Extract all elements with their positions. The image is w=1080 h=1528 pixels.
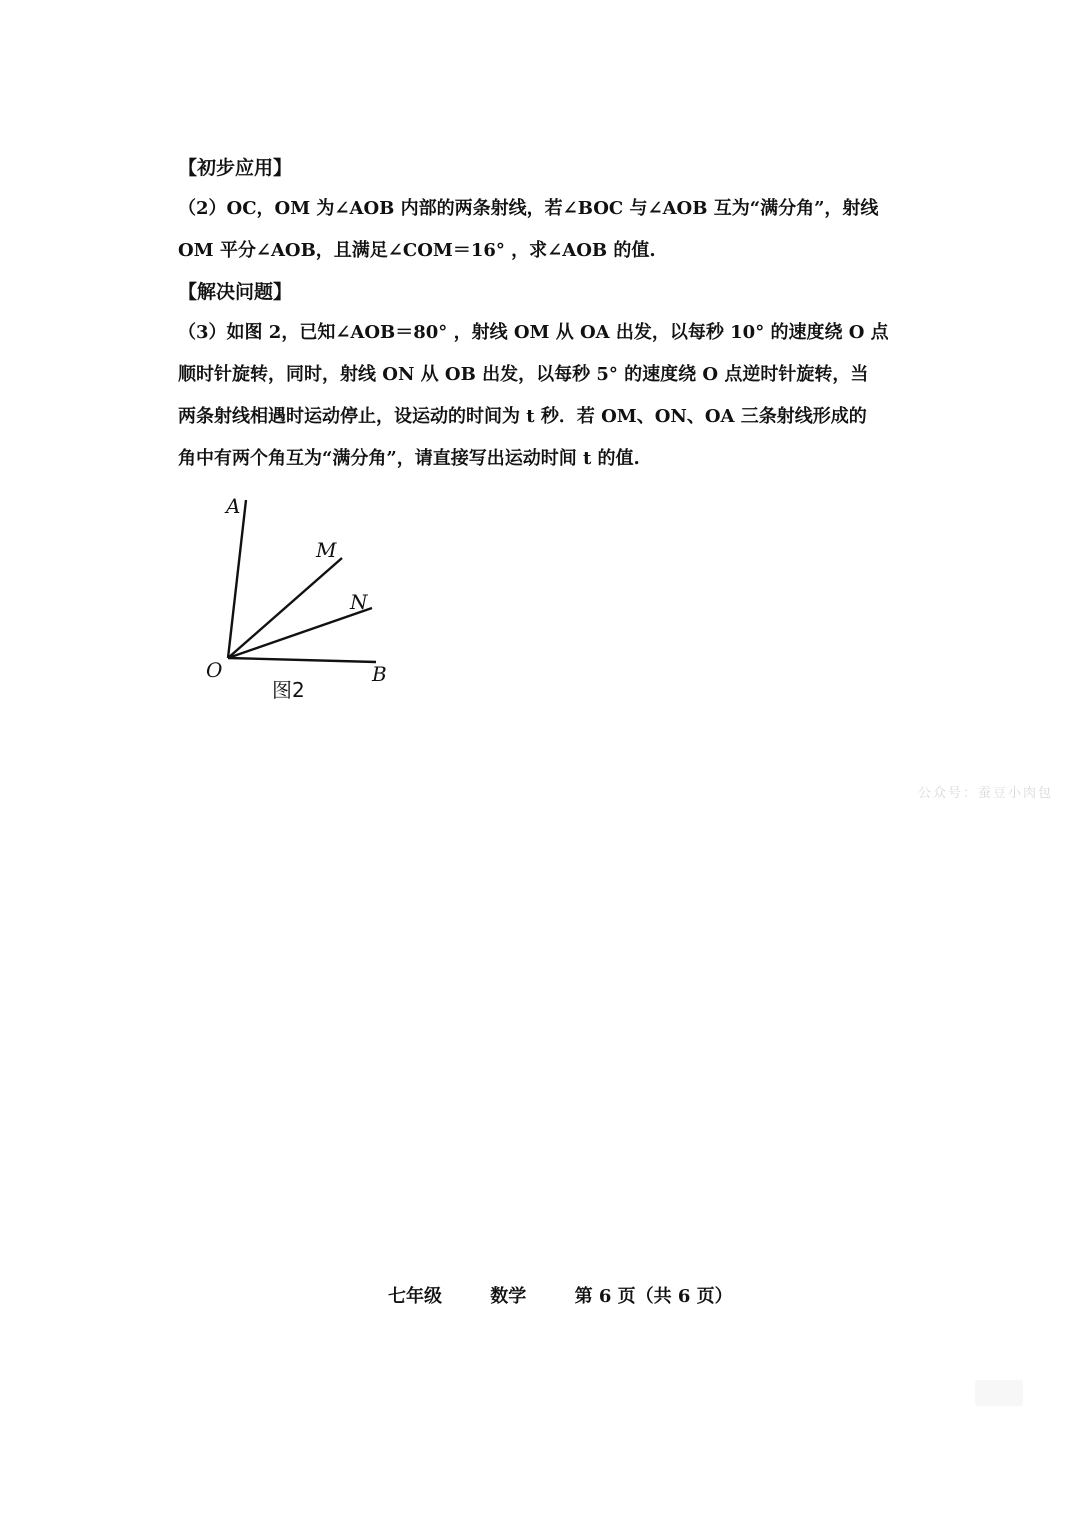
section-title-preliminary: 【初步应用】 (178, 157, 293, 179)
ray-oa (228, 500, 246, 658)
label-o: O (206, 658, 223, 682)
label-n: N (350, 590, 368, 614)
label-b: B (372, 662, 387, 686)
footer-grade: 七年级 (388, 1286, 442, 1307)
question-3-line-3: 两条射线相遇时运动停止，设运动的时间为 t 秒．若 OM、ON、OA 三条射线形成的 (178, 406, 867, 427)
label-a: A (226, 494, 241, 518)
question-3-line-1: （3）如图 2，已知∠AOB＝80° ，射线 OM 从 OA 出发，以每秒 10° 的速度绕 O 点 (178, 322, 889, 343)
scan-smudge (975, 1380, 1023, 1406)
footer-page-number: 第 6 页（共 6 页） (574, 1286, 733, 1307)
question-2 (178, 188, 918, 272)
ray-om (228, 558, 342, 658)
watermark: 公众号：蚕豆小肉包 (918, 786, 1054, 801)
figure-2 (190, 492, 410, 712)
question-2-line-1: （2）OC，OM 为∠AOB 内部的两条射线，若∠BOC 与∠AOB 互为“满分角”，射线 (178, 198, 879, 219)
question-3 (178, 312, 918, 480)
question-content (178, 148, 918, 480)
ray-ob (228, 658, 376, 662)
question-3-line-2: 顺时针旋转，同时，射线 ON 从 OB 出发，以每秒 5° 的速度绕 O 点逆时针旋转，当 (178, 364, 869, 385)
ray-on (228, 608, 372, 658)
page-footer (388, 1282, 775, 1308)
question-2-line-2: OM 平分∠AOB，且满足∠COM＝16° ，求∠AOB 的值. (178, 240, 656, 261)
footer-subject: 数学 (490, 1286, 527, 1307)
figure-caption: 图2 (272, 678, 305, 702)
section-title-solve: 【解决问题】 (178, 281, 293, 303)
question-3-line-4: 角中有两个角互为“满分角”，请直接写出运动时间 t 的值. (178, 448, 640, 469)
label-m: M (316, 538, 337, 562)
